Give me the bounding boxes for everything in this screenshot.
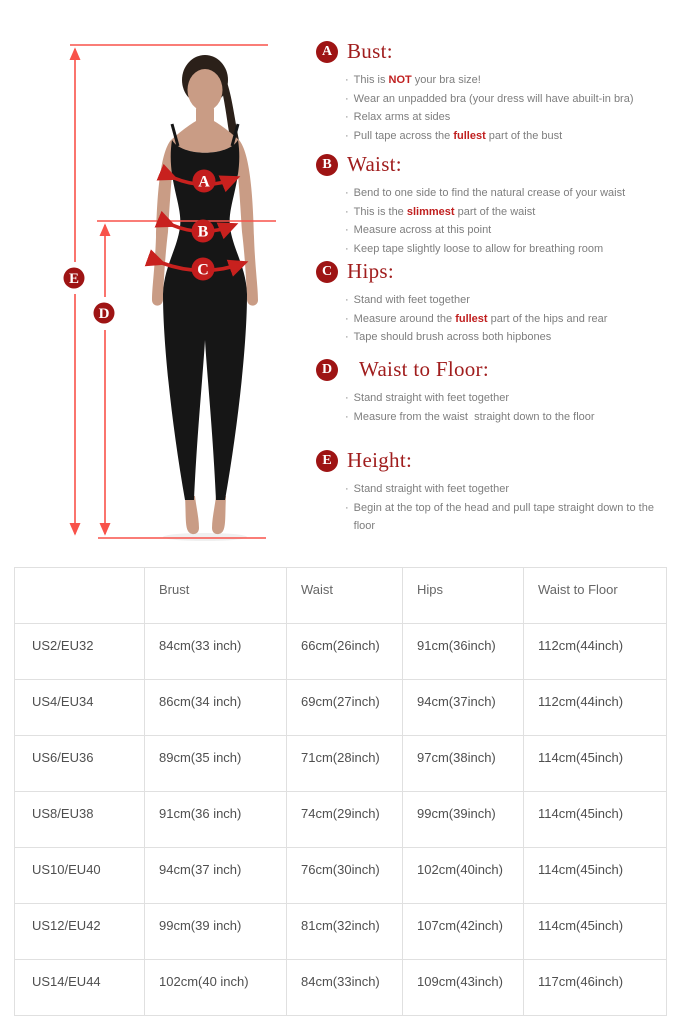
bullet-dot: ·	[345, 501, 349, 514]
svg-text:D: D	[98, 306, 110, 322]
size-value-cell: 66cm(26inch)	[287, 624, 403, 680]
bullet-item	[345, 127, 672, 146]
bullet-text: This is NOT your bra size!	[353, 74, 481, 86]
size-table	[14, 567, 667, 1016]
bust-marker-badge	[193, 170, 216, 193]
bullet-item	[345, 480, 672, 499]
size-value-cell: 91cm(36 inch)	[145, 792, 287, 848]
size-table-row	[15, 792, 667, 848]
size-value-cell: 107cm(42inch)	[403, 904, 524, 960]
size-label-cell: US12/EU42	[15, 904, 145, 960]
size-table-header-cell: Hips	[403, 568, 524, 624]
section-letter-badge: B	[316, 154, 338, 176]
size-table-row	[15, 680, 667, 736]
bullet-dot: ·	[345, 483, 349, 495]
size-value-cell: 84cm(33inch)	[287, 960, 403, 1016]
size-value-cell: 99cm(39 inch)	[145, 904, 287, 960]
bullet-text: This is the slimmest part of the waist	[353, 205, 536, 218]
guide-section-d	[316, 357, 672, 426]
size-value-cell: 114cm(45inch)	[524, 848, 667, 904]
bullet-item	[345, 71, 672, 90]
size-table-header-cell: Waist to Floor	[524, 568, 667, 624]
bullet-dot: ·	[345, 129, 349, 142]
size-value-cell: 69cm(27inch)	[287, 680, 403, 736]
bullet-item	[345, 499, 672, 536]
height-badge	[64, 268, 85, 289]
svg-text:A: A	[198, 173, 210, 191]
size-value-cell: 114cm(45inch)	[524, 792, 667, 848]
size-table-row	[15, 736, 667, 792]
size-value-cell: 89cm(35 inch)	[145, 736, 287, 792]
section-bullet-list	[345, 184, 672, 258]
bullet-dot: ·	[345, 410, 349, 423]
section-title: Bust:	[347, 39, 393, 63]
bullet-dot: ·	[345, 187, 349, 199]
size-value-cell: 112cm(44inch)	[524, 680, 667, 736]
bullet-item	[345, 291, 672, 310]
section-bullet-list	[345, 389, 672, 426]
guide-section-heading	[316, 152, 672, 177]
section-title: Waist:	[347, 152, 402, 176]
size-table-section	[14, 567, 666, 1016]
bullet-item	[345, 184, 672, 203]
section-bullet-list	[345, 480, 672, 536]
bullet-item	[345, 389, 672, 408]
bullet-item	[345, 310, 672, 329]
bullet-item	[345, 108, 672, 127]
bullet-text: Begin at the top of the head and pull tape straight down to the floor	[353, 501, 658, 532]
size-label-cell: US8/EU38	[15, 792, 145, 848]
size-table-row	[15, 904, 667, 960]
size-value-cell: 97cm(38inch)	[403, 736, 524, 792]
size-value-cell: 117cm(46inch)	[524, 960, 667, 1016]
size-value-cell: 102cm(40 inch)	[145, 960, 287, 1016]
size-table-header-cell: Brust	[145, 568, 287, 624]
size-value-cell: 91cm(36inch)	[403, 624, 524, 680]
size-value-cell: 76cm(30inch)	[287, 848, 403, 904]
section-bullet-list	[345, 71, 672, 145]
waist-to-floor-badge	[94, 303, 115, 324]
guide-section-heading	[316, 259, 672, 284]
guide-section-heading	[316, 448, 672, 473]
size-value-cell: 94cm(37inch)	[403, 680, 524, 736]
bullet-text: Measure around the fullest part of the hips and rear	[353, 312, 608, 325]
section-letter-badge: D	[316, 359, 338, 381]
bullet-text: Stand with feet together	[353, 294, 470, 306]
size-value-cell: 99cm(39inch)	[403, 792, 524, 848]
size-table-header-cell	[15, 568, 145, 624]
guide-section-b	[316, 152, 672, 258]
bullet-dot: ·	[345, 224, 349, 236]
bullet-text: Tape should brush across both hipbones	[353, 331, 552, 343]
size-label-cell: US10/EU40	[15, 848, 145, 904]
size-label-cell: US6/EU36	[15, 736, 145, 792]
guide-section-heading	[316, 39, 672, 64]
bullet-item	[345, 328, 672, 347]
size-value-cell: 71cm(28inch)	[287, 736, 403, 792]
size-value-cell: 81cm(32inch)	[287, 904, 403, 960]
section-bullet-list	[345, 291, 672, 347]
section-title: Waist to Floor:	[359, 357, 489, 381]
size-value-cell: 102cm(40inch)	[403, 848, 524, 904]
size-value-cell: 86cm(34 inch)	[145, 680, 287, 736]
bullet-dot: ·	[345, 312, 349, 325]
size-value-cell: 74cm(29inch)	[287, 792, 403, 848]
bullet-item	[345, 90, 672, 109]
section-title: Height:	[347, 448, 413, 472]
bullet-text: Bend to one side to find the natural crease of your waist	[353, 187, 626, 199]
bullet-text: Wear an unpadded bra (your dress will have abuilt-in bra)	[353, 92, 634, 105]
bullet-dot: ·	[345, 392, 349, 404]
size-label-cell: US4/EU34	[15, 680, 145, 736]
bullet-text: Measure from the waist straight down to the floor	[353, 410, 595, 423]
bullet-item	[345, 221, 672, 240]
section-letter-badge: E	[316, 450, 338, 472]
svg-text:E: E	[68, 271, 80, 287]
section-title: Hips:	[347, 259, 395, 283]
bullet-item	[345, 408, 672, 427]
size-table-row	[15, 624, 667, 680]
bullet-dot: ·	[345, 111, 349, 123]
bullet-dot: ·	[345, 205, 349, 218]
size-table-head	[15, 568, 667, 624]
bullet-text: Relax arms at sides	[353, 111, 451, 123]
size-value-cell: 109cm(43inch)	[403, 960, 524, 1016]
bullet-text: Stand straight with feet together	[353, 483, 509, 495]
size-table-row	[15, 960, 667, 1016]
bullet-dot: ·	[345, 74, 349, 86]
bullet-dot: ·	[345, 331, 349, 343]
size-value-cell: 94cm(37 inch)	[145, 848, 287, 904]
size-label-cell: US2/EU32	[15, 624, 145, 680]
size-value-cell: 114cm(45inch)	[524, 904, 667, 960]
guide-section-e	[316, 448, 672, 536]
size-table-header-row	[15, 568, 667, 624]
section-letter-badge: A	[316, 41, 338, 63]
guide-section-c	[316, 259, 672, 347]
bullet-item	[345, 203, 672, 222]
size-table-body	[15, 624, 667, 1016]
size-value-cell: 84cm(33 inch)	[145, 624, 287, 680]
size-table-row	[15, 848, 667, 904]
size-label-cell: US14/EU44	[15, 960, 145, 1016]
guide-section-heading	[316, 357, 672, 382]
bullet-text: Measure across at this point	[353, 224, 492, 236]
svg-text:B: B	[197, 223, 209, 241]
bullet-item	[345, 240, 672, 259]
waist-marker-badge	[192, 220, 215, 243]
size-table-header-cell: Waist	[287, 568, 403, 624]
bullet-text: Pull tape across the fullest part of the bust	[353, 129, 563, 142]
model-photo-silhouette	[152, 55, 258, 541]
size-value-cell: 112cm(44inch)	[524, 624, 667, 680]
hips-marker-badge	[192, 258, 215, 281]
bullet-text: Stand straight with feet together	[353, 392, 509, 404]
bullet-dot: ·	[345, 294, 349, 306]
measure-guide-panel	[316, 0, 674, 565]
guide-section-a	[316, 39, 672, 145]
section-letter-badge: C	[316, 261, 338, 283]
size-value-cell: 114cm(45inch)	[524, 736, 667, 792]
bullet-text: Keep tape slightly loose to allow for breathing room	[353, 242, 604, 255]
svg-text:C: C	[197, 261, 209, 279]
bullet-dot: ·	[345, 242, 349, 255]
bullet-dot: ·	[345, 92, 349, 105]
